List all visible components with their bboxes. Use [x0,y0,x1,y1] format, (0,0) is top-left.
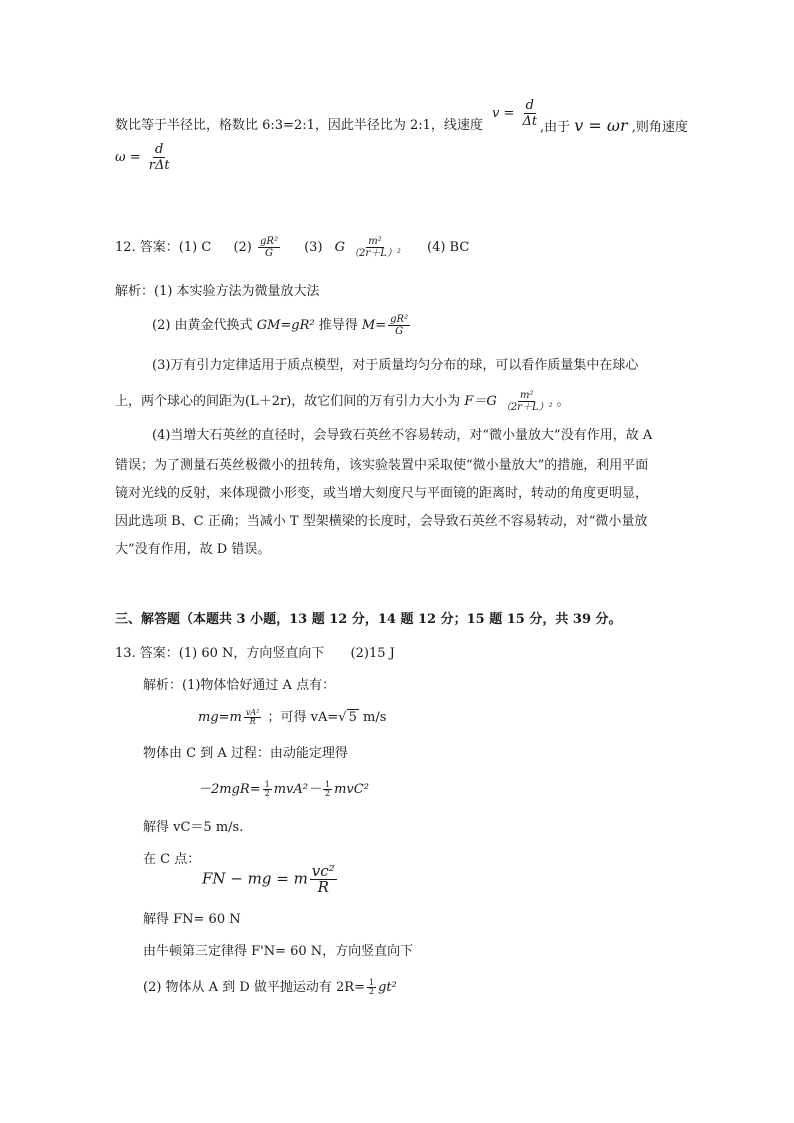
q12-a2-fraction: $\frac{\text{gR²}}{G}$ [390,314,409,337]
q13-analysis-2: 物体由 C 到 A 过程：由动能定理得 [143,746,348,761]
section-3-heading: 三、解答题（本题共 3 小题，13 题 12 分，14 题 12 分；15 题 15 分，共 39 分。 [115,612,622,627]
q12-p2-fraction: $\frac{\text{gR²}}{G}$ [260,236,278,259]
q12-analysis-3a: (3)万有引力定律适用于质点模型，对于质量均匀分布的球，可以看作质量集中在球心 [152,358,639,373]
q12-p4: (4) BC [427,240,470,255]
q13-analysis-5: 解得 FN= 60 N [143,912,241,927]
q13-eq1-fraction: $\frac{\text{vA²}}{R}$ [245,708,260,726]
q12-analysis-4c: 镜对光线的反射，来体现微小形变，或当增大刻度尺与平面镜的距离时，转动的角度更明显， [115,486,649,501]
sec11-text3: ,则角速度 [631,120,688,135]
sec11-v-formula [492,98,541,129]
omega-fraction: $\frac{d}{\text{rΔt}}$ [148,142,170,173]
sec11-line1b [540,116,688,138]
q13-analysis-6: 由牛顿第三定律得 F'N= 60 N，方向竖直向下 [143,944,414,959]
q12-p3-G: G [334,240,346,255]
q12-analysis-1: 解析：(1) 本实验方法为微量放大法 [115,284,320,299]
q13-analysis-7: (2) 物体从 A 到 D 做平抛运动有 2R= $\frac{1}{2}$ gt² [143,978,397,996]
q13-analysis-1: 解析：(1)物体恰好通过 A 点有： [143,678,336,693]
q13-eq3-fraction: $\frac{\text{vc²}}{R}$ [311,862,335,896]
q13-answer-line: 13. 答案：(1) 60 N，方向竖直向下 (2)15 J [115,646,395,661]
sec11-omega-formula [115,142,174,173]
q13-a7-half: $\frac{1}{2}$ [368,978,375,996]
omega-lhs: ω = [115,150,141,165]
sec11-text2: ,由于 [540,120,571,135]
sec11-text1: 数比等于半径比，格数比 6:3=2:1，因此半径比为 2:1，线速度 [115,118,483,133]
q12-p3-fraction: $\frac{\text{m²}}{\text{（2r＋L）²}}$ [349,236,401,259]
sec11-line1 [115,116,483,136]
q13-eq2: －2mgR= $\frac{1}{2}$ mvA²－ $\frac{1}{2}$ mvC² [198,780,369,798]
q13-sqrt: 5 [348,710,357,725]
q13-eq1: mg=m $\frac{\text{vA²}}{R}$ ；可得 vA=√ 5 m/s [198,708,387,726]
v-lhs: v = [492,106,515,121]
q12-p2: (2) [233,240,252,255]
q12-a2-eq: GM=gR² [256,318,315,333]
q12-p3: (3) [304,240,323,255]
q12-analysis-4b: 错误；为了测量石英丝极微小的扭转角，该实验装置中采取使“微小量放大”的措施，利用平面 [115,458,649,473]
q12-analysis-4e: 大”没有作用，故 D 错误。 [115,542,271,557]
q12-a3-fraction: $\frac{\text{m²}}{\text{（2r＋L）²}}$ [500,390,553,413]
q13-analysis-4: 在 C 点： [143,852,201,867]
q12-analysis-3b: 上，两个球心的间距为(L＋2r)，故它们间的万有引力大小为 F＝G $\frac{\text{m²}}{\text{（2r＋L）²}}$ 。 [115,390,570,413]
v-omega-r: v = ωr [574,116,628,135]
q12-label: 12. 答案：(1) C [115,240,212,255]
q13-eq2-half-2: $\frac{1}{2}$ [324,780,331,798]
q12-analysis-4a: (4)当增大石英丝的直径时，会导致石英丝不容易转动，对“微小量放大”没有作用，故 A [152,428,653,443]
q12-answer-line [115,236,469,259]
q13-eq2-half-1: $\frac{1}{2}$ [264,780,270,798]
q13-analysis-3: 解得 vC＝5 m/s. [143,820,244,835]
v-fraction: $\frac{d}{\Delta t}$ [522,98,538,129]
q12-analysis-2: (2) 由黄金代换式 GM=gR² 推导得 M= $\frac{\text{gR²}}{G}$ [152,314,409,337]
q13-eq3: FN − mg = m $\frac{\text{vc²}}{R}$ [202,862,335,896]
q12-analysis-4d: 因此选项 B、C 正确；当减小 T 型架横梁的长度时，会导致石英丝不容易转动，对“微小量放 [115,514,648,529]
